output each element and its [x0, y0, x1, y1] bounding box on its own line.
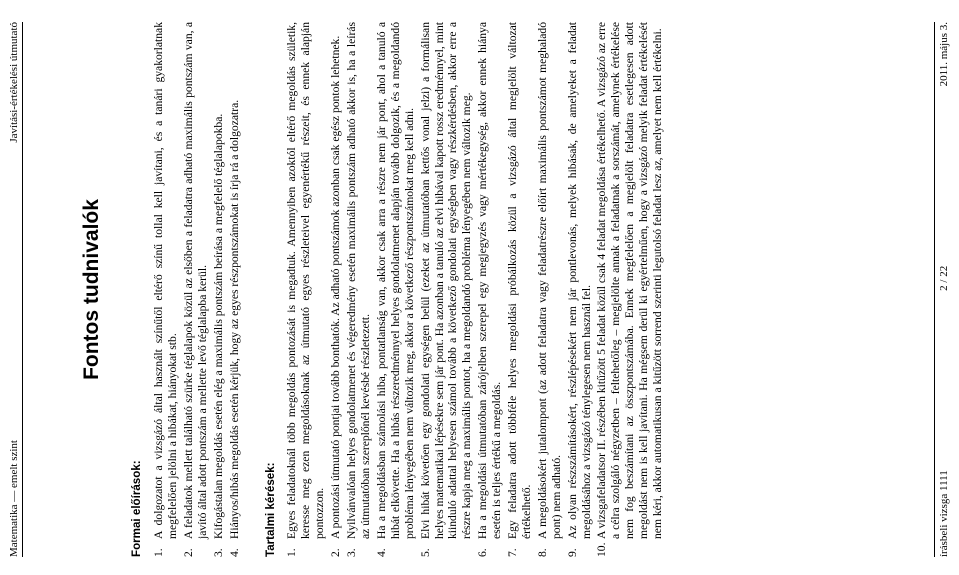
- item-text: Hiányos/hibás megoldás esetén kérjük, hogy az egyes részpontszámokat is írja rá a dolgozatra.: [227, 99, 241, 539]
- item-text: Nyilvánvalóan helyes gondolatmenet és végeredmény esetén maximális pontszám adható akkor is, ha a leírás az útmutatóban szereplőnél kevésbé részletezett.: [345, 22, 372, 539]
- item-text: A pontozási útmutató pontjai tovább bonthatók. Az adható pontszámok azonban csak egész pontok lehetnek.: [329, 35, 343, 539]
- header-subject: Matematika — emelt szint: [8, 440, 20, 557]
- item-text: A dolgozatot a vizsgázó által használt színűtől eltérő színű tollal kell javítani, és a tanári gyakorlatnak megfelelően jelölni a hibákat, hiányokat stb.: [152, 22, 179, 539]
- item-number: 3.: [345, 548, 359, 557]
- item-number: 1.: [285, 548, 299, 557]
- item-text: Az olyan részszámításokért, részlépésekért nem jár pontlevonás, melyek hibásak, de amelyeket a feladat megoldásához a vizsgázó ténylegesen nem használ fel.: [565, 22, 593, 539]
- header-doc-type: Javítási-értékelési útmutató: [8, 22, 20, 143]
- item-number: 7.: [506, 548, 520, 557]
- list-item: [152, 22, 180, 557]
- footer-rule: [934, 22, 935, 557]
- item-number: 6.: [476, 548, 490, 557]
- item-number: 8.: [535, 548, 549, 557]
- item-number: 1.: [152, 548, 166, 557]
- page-title: Fontos tudnivalók: [80, 199, 103, 380]
- item-number: 4.: [227, 548, 241, 557]
- item-text: A vizsgafeladatsor II. részében kitűzött 5 feladat közül csak 4 feladat megoldása értékelhető. A vizsgázó az erre a célra szolgáló négyzetben – feltehetőleg – megjelölte annak a feladatnak a sorszámát, amelynek értékelése nem fog beszámítani az összpontszámába. Ennek megfelelően a megjelölt feladatra esetlegesen adott megoldást nem is kell javítani. Ha mégsem derül ki egyértelműen, hogy a vizsgázó melyik feladat értékelését nem kéri, akkor automatikusan a kitűzött sorrend szerinti legutolsó feladat lesz az, amelyet nem kell értékelni.: [595, 22, 665, 539]
- page-footer: [938, 22, 951, 557]
- list-item: [228, 22, 242, 557]
- item-number: 3.: [211, 548, 225, 557]
- item-text: Ha a megoldási útmutatóban zárójelben szerepel egy megjegyzés vagy mértékegység, akkor ennek hiánya esetén is teljes értékű a megoldás.: [476, 22, 504, 539]
- item-number: 9.: [565, 548, 579, 557]
- list-item: [476, 22, 504, 557]
- footer-page-number: 2 / 22: [937, 265, 950, 291]
- header-rule: [22, 22, 23, 557]
- item-number: 10.: [595, 542, 609, 557]
- content-heading: Tartalmi kérések:: [263, 462, 277, 557]
- list-item: [182, 22, 210, 557]
- list-item: [375, 22, 417, 557]
- item-number: 4.: [374, 548, 388, 557]
- item-text: Ha a megoldásban számolási hiba, pontatlanság van, akkor csak arra a részre nem jár pont, ahol a tanuló a hibát elkövette. Ha a hibás részeredménnyel helyes gondolatmenet alapján tovább dolgozik, és a megoldandó probléma lényegében nem változik meg, akkor a következő részpontszámokat meg kell adni.: [374, 22, 416, 539]
- footer-date: 2011. május 3.: [937, 22, 950, 87]
- content-list: [285, 22, 665, 557]
- item-text: A megoldásokért jutalompont (az adott feladatra vagy feladatrészre előírt maximális pontszámot meghaladó pont) nem adható.: [535, 22, 563, 539]
- item-text: A feladatok mellett található szürke téglalapok közül az elsőben a feladatra adható maximális pontszám van, a javító által adott pontszám a mellette levő téglalapba kerül.: [181, 22, 209, 539]
- list-item: [566, 22, 594, 557]
- list-item: [212, 22, 226, 557]
- list-item: [285, 22, 327, 557]
- list-item: [345, 22, 373, 557]
- list-item: [506, 22, 534, 557]
- item-text: Elvi hibát követően egy gondolati egységen belül (ezeket az útmutatóban kettős vonal jelzi) a formálisan helyes matematikai lépésekre sem jár pont. Ha azonban a tanuló az elvi hibával kapott rossz eredménnyel, mint kiinduló adattal helyesen számol tovább a következő gondolati egységben vagy részkérdésben, akkor erre a részre kapja meg a maximális pontot, ha a megoldandó probléma lényegében nem változik meg.: [418, 22, 474, 539]
- list-item: [536, 22, 564, 557]
- page-header: [8, 22, 20, 557]
- item-text: Kifogástalan megoldás esetén elég a maximális pontszám beírása a megfelelő téglalapokba.: [211, 113, 225, 539]
- list-item: [595, 22, 665, 557]
- item-number: 5.: [418, 548, 432, 557]
- footer-exam-code: írásbeli vizsga 1111: [937, 470, 950, 557]
- list-item: [419, 22, 475, 557]
- list-item: [329, 22, 343, 557]
- formal-heading: Formai előírások:: [130, 460, 144, 557]
- item-text: Egy feladatra adott többféle helyes megoldási próbálkozás közül a vizsgázó által megjelölt változat értékelhető.: [506, 22, 533, 539]
- item-number: 2.: [329, 548, 343, 557]
- formal-list: [152, 22, 241, 557]
- item-number: 2.: [181, 548, 195, 557]
- item-text: Egyes feladatoknál több megoldás pontozását is megadtuk. Amennyiben azoktól eltérő megoldás születik, keresse meg ezen megoldásoknak az útmutató egyes részleteivel egyenértékű részeit, és ennek alapján pontozzon.: [285, 22, 327, 539]
